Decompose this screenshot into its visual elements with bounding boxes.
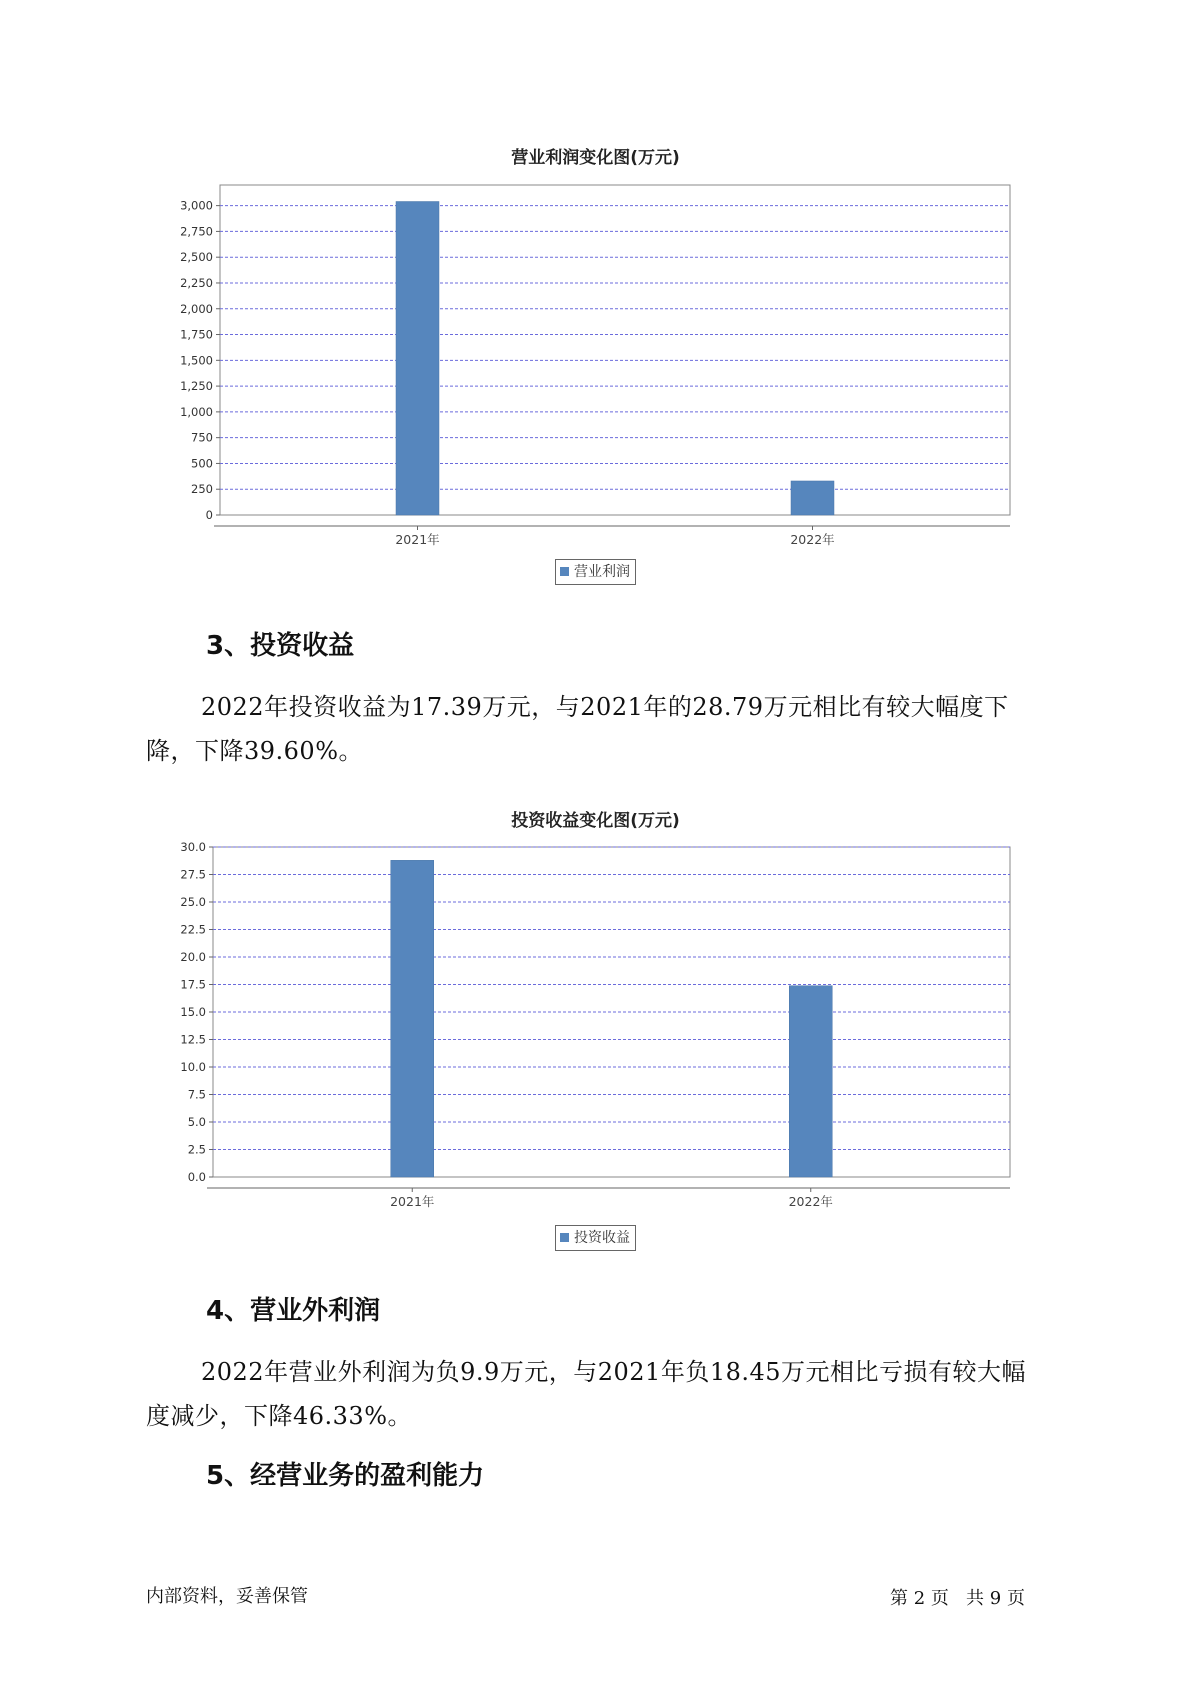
- paragraph-investment-income: 2022年投资收益为17.39万元，与2021年的28.79万元相比有较大幅度下降，下降39.60%。: [146, 693, 1009, 765]
- y-tick-label: 20.0: [180, 950, 206, 964]
- chart-title-operating-profit: 营业利润变化图(万元): [511, 148, 680, 168]
- footer-page-number: 第 2 页 共 9 页: [890, 1588, 1025, 1609]
- y-tick-label: 12.5: [180, 1032, 206, 1047]
- y-tick-label: 2.5: [187, 1142, 206, 1157]
- bar-2022年: [789, 986, 832, 1177]
- y-tick-label: 25.0: [180, 895, 206, 909]
- y-tick-label: 27.5: [180, 867, 206, 882]
- y-tick-label: 5.0: [187, 1115, 206, 1129]
- y-tick-label: 15.0: [180, 1005, 206, 1019]
- y-tick-label: 2,500: [180, 250, 213, 265]
- y-tick-label: 1,250: [180, 379, 213, 394]
- y-tick-label: 1,500: [180, 353, 213, 368]
- y-tick-label: 750: [191, 430, 213, 445]
- chart-legend-investment-income: [555, 1225, 636, 1251]
- y-tick-label: 17.5: [180, 977, 206, 992]
- y-tick-label: 22.5: [180, 922, 206, 937]
- chart-title-investment-income: 投资收益变化图(万元): [511, 811, 680, 831]
- y-tick-label: 10.0: [180, 1060, 206, 1074]
- y-tick-label: 0: [205, 508, 213, 522]
- y-tick-label: 2,250: [180, 275, 213, 290]
- paragraph-non-operating-profit: 2022年营业外利润为负9.9万元，与2021年负18.45万元相比亏损有较大幅度减少，下降46.33%。: [146, 1358, 1027, 1430]
- legend-label: 营业利润: [574, 564, 630, 580]
- x-tick-label: 2021年: [395, 532, 440, 547]
- x-tick-label: 2021年: [390, 1194, 435, 1209]
- section-heading-investment-income: 3、投资收益: [206, 631, 355, 661]
- y-tick-label: 1,750: [180, 327, 213, 342]
- legend-swatch: [560, 1233, 569, 1242]
- section-heading-non-operating-profit: 4、营业外利润: [206, 1296, 381, 1326]
- legend-label: 投资收益: [574, 1230, 630, 1246]
- y-tick-label: 7.5: [187, 1087, 206, 1102]
- section-heading-business-profitability: 5、经营业务的盈利能力: [206, 1461, 485, 1491]
- y-tick-label: 0.0: [187, 1170, 206, 1184]
- y-tick-label: 2,000: [180, 301, 213, 316]
- x-tick-label: 2022年: [790, 532, 835, 547]
- x-tick-label: 2022年: [788, 1194, 833, 1209]
- footer-confidential-note: 内部资料，妥善保管: [146, 1586, 308, 1607]
- y-tick-label: 250: [191, 482, 213, 497]
- y-tick-label: 30.0: [180, 840, 206, 854]
- y-tick-label: 3,000: [180, 198, 213, 213]
- y-tick-label: 500: [191, 456, 213, 471]
- y-tick-label: 1,000: [180, 404, 213, 419]
- y-tick-label: 2,750: [180, 224, 213, 239]
- bar-2021年: [391, 860, 434, 1177]
